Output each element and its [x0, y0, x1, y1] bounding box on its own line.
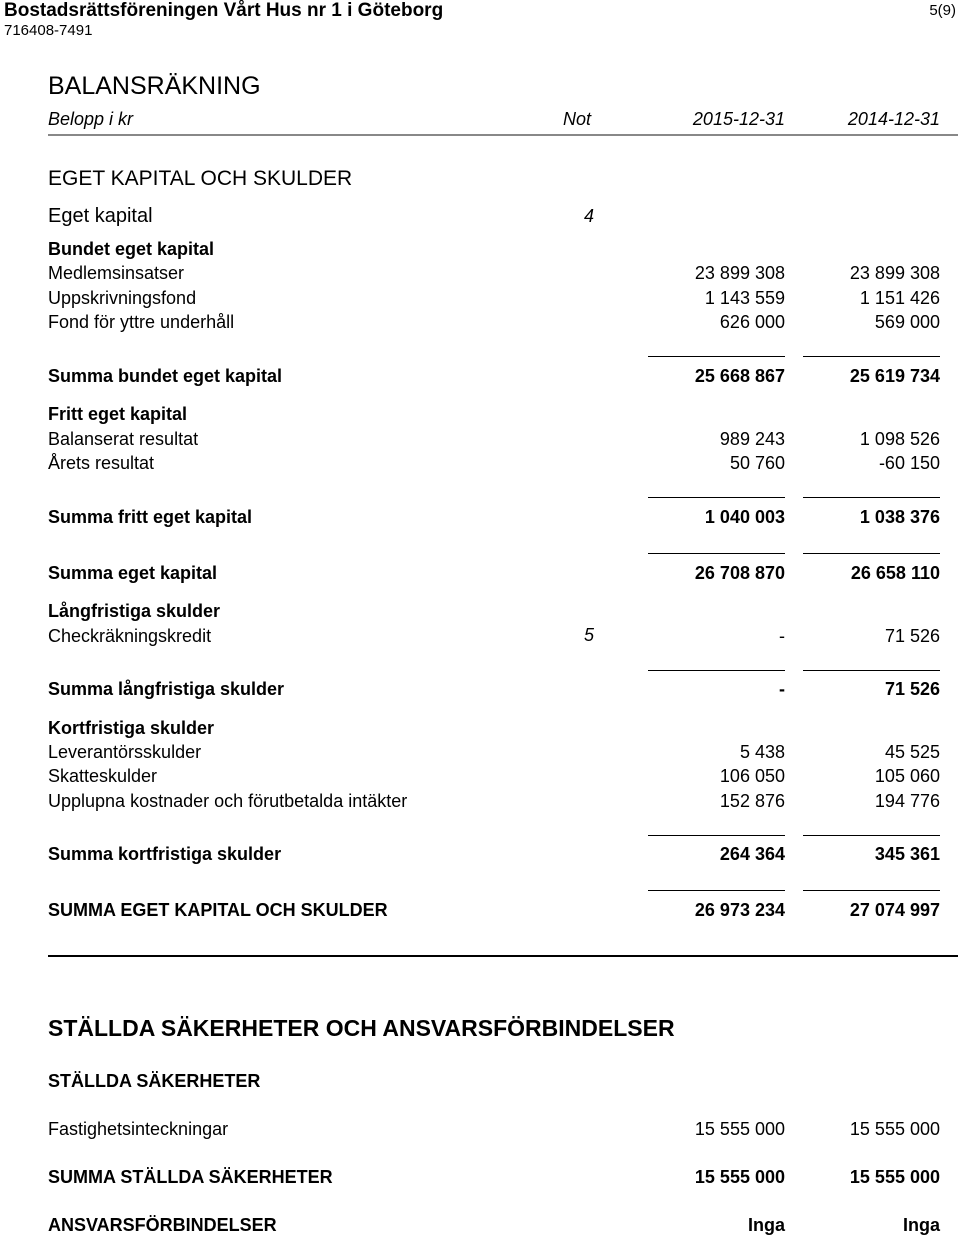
group-heading: Långfristiga skulder — [48, 601, 221, 621]
section-title: EGET KAPITAL OCH SKULDER — [48, 167, 353, 190]
sum-value-2015: - — [779, 679, 785, 699]
total-label: SUMMA EGET KAPITAL OCH SKULDER — [48, 900, 388, 920]
row-value-2014: 569 000 — [874, 312, 940, 332]
sum-underline — [648, 553, 785, 554]
row-value-2015: 5 438 — [739, 742, 785, 762]
row-value-2014: 105 060 — [874, 766, 940, 786]
row-label: Uppskrivningsfond — [48, 288, 197, 308]
row-label: Upplupna kostnader och förutbetalda intäkter — [48, 791, 408, 811]
row-value-2014: 23 899 308 — [849, 263, 940, 283]
row-value-2015: 15 555 000 — [694, 1119, 785, 1139]
sum-value-2014: 25 619 734 — [849, 366, 940, 386]
sum-underline — [648, 670, 785, 671]
group-heading: Fritt eget kapital — [48, 404, 188, 424]
sum-value-2015: 264 364 — [719, 844, 785, 864]
row-label: Leverantörsskulder — [48, 742, 202, 762]
sum-underline — [803, 553, 940, 554]
page-title: BALANSRÄKNING — [48, 72, 261, 100]
sum-value-2014: 15 555 000 — [849, 1167, 940, 1187]
row-value-2014: -60 150 — [878, 453, 940, 473]
sum-underline — [648, 890, 785, 891]
sum-value-2015: 26 708 870 — [694, 563, 785, 583]
sum-value-2015: 1 040 003 — [704, 507, 785, 527]
sum-value-2014: 345 361 — [874, 844, 940, 864]
organization-name: Bostadsrättsföreningen Vårt Hus nr 1 i Göteborg — [4, 0, 444, 21]
row-label: Balanserat resultat — [48, 429, 199, 449]
sum-label: Summa långfristiga skulder — [48, 679, 285, 699]
section-divider — [48, 955, 958, 957]
sum-label: Summa bundet eget kapital — [48, 366, 283, 386]
sum-value-2014: 71 526 — [884, 679, 940, 699]
sum-label: Summa kortfristiga skulder — [48, 844, 282, 864]
sum-label: SUMMA STÄLLDA SÄKERHETER — [48, 1167, 333, 1187]
note-reference: 5 — [584, 625, 595, 645]
column-header-note: Not — [563, 109, 592, 129]
group-heading: Kortfristiga skulder — [48, 718, 215, 738]
row-value-2015: 152 876 — [719, 791, 785, 811]
column-header-2015: 2015-12-31 — [692, 109, 785, 129]
row-value-2014: 194 776 — [874, 791, 940, 811]
sum-underline — [803, 497, 940, 498]
sum-value-2014: 1 038 376 — [859, 507, 940, 527]
organization-number: 716408-7491 — [4, 22, 93, 39]
column-header-amount: Belopp i kr — [48, 109, 134, 129]
column-header-2014: 2014-12-31 — [847, 109, 940, 129]
total-value-2014: 27 074 997 — [849, 900, 940, 920]
sum-value-2015: 15 555 000 — [694, 1167, 785, 1187]
eget-kapital-heading: Eget kapital — [48, 205, 153, 227]
row-value-2015: 626 000 — [719, 312, 785, 332]
row-label: Fastighetsinteckningar — [48, 1119, 229, 1139]
row-value-2014: 71 526 — [884, 626, 940, 646]
row-value-2015: 1 143 559 — [704, 288, 785, 308]
sum-underline — [803, 890, 940, 891]
row-label: Skatteskulder — [48, 766, 158, 786]
contingent-value-2015: Inga — [747, 1215, 785, 1235]
sum-label: Summa eget kapital — [48, 563, 218, 583]
header-divider — [48, 134, 958, 136]
row-label: Medlemsinsatser — [48, 263, 185, 283]
total-value-2015: 26 973 234 — [694, 900, 785, 920]
row-value-2014: 45 525 — [884, 742, 940, 762]
row-value-2015: - — [779, 626, 785, 646]
securities-title: STÄLLDA SÄKERHETER OCH ANSVARSFÖRBINDELSER — [48, 1015, 675, 1041]
page-number: 5(9) — [929, 2, 956, 19]
sum-underline — [803, 670, 940, 671]
sum-underline — [648, 835, 785, 836]
sum-value-2014: 26 658 110 — [850, 563, 940, 583]
row-label: Checkräkningskredit — [48, 626, 212, 646]
row-value-2015: 989 243 — [719, 429, 785, 449]
row-value-2015: 23 899 308 — [694, 263, 785, 283]
row-label: Årets resultat — [48, 453, 155, 473]
row-label: Fond för yttre underhåll — [48, 312, 235, 332]
sum-underline — [648, 497, 785, 498]
note-reference: 4 — [584, 206, 595, 226]
row-value-2014: 1 151 426 — [859, 288, 940, 308]
sum-underline — [648, 356, 785, 357]
group-heading: Bundet eget kapital — [48, 239, 215, 259]
row-value-2015: 106 050 — [719, 766, 785, 786]
sum-underline — [803, 356, 940, 357]
contingent-label: ANSVARSFÖRBINDELSER — [48, 1215, 277, 1235]
row-value-2014: 15 555 000 — [849, 1119, 940, 1139]
sum-label: Summa fritt eget kapital — [48, 507, 253, 527]
group-heading: STÄLLDA SÄKERHETER — [48, 1071, 261, 1091]
sum-value-2015: 25 668 867 — [694, 366, 785, 386]
contingent-value-2014: Inga — [902, 1215, 940, 1235]
row-value-2014: 1 098 526 — [859, 429, 940, 449]
sum-underline — [803, 835, 940, 836]
row-value-2015: 50 760 — [729, 453, 785, 473]
